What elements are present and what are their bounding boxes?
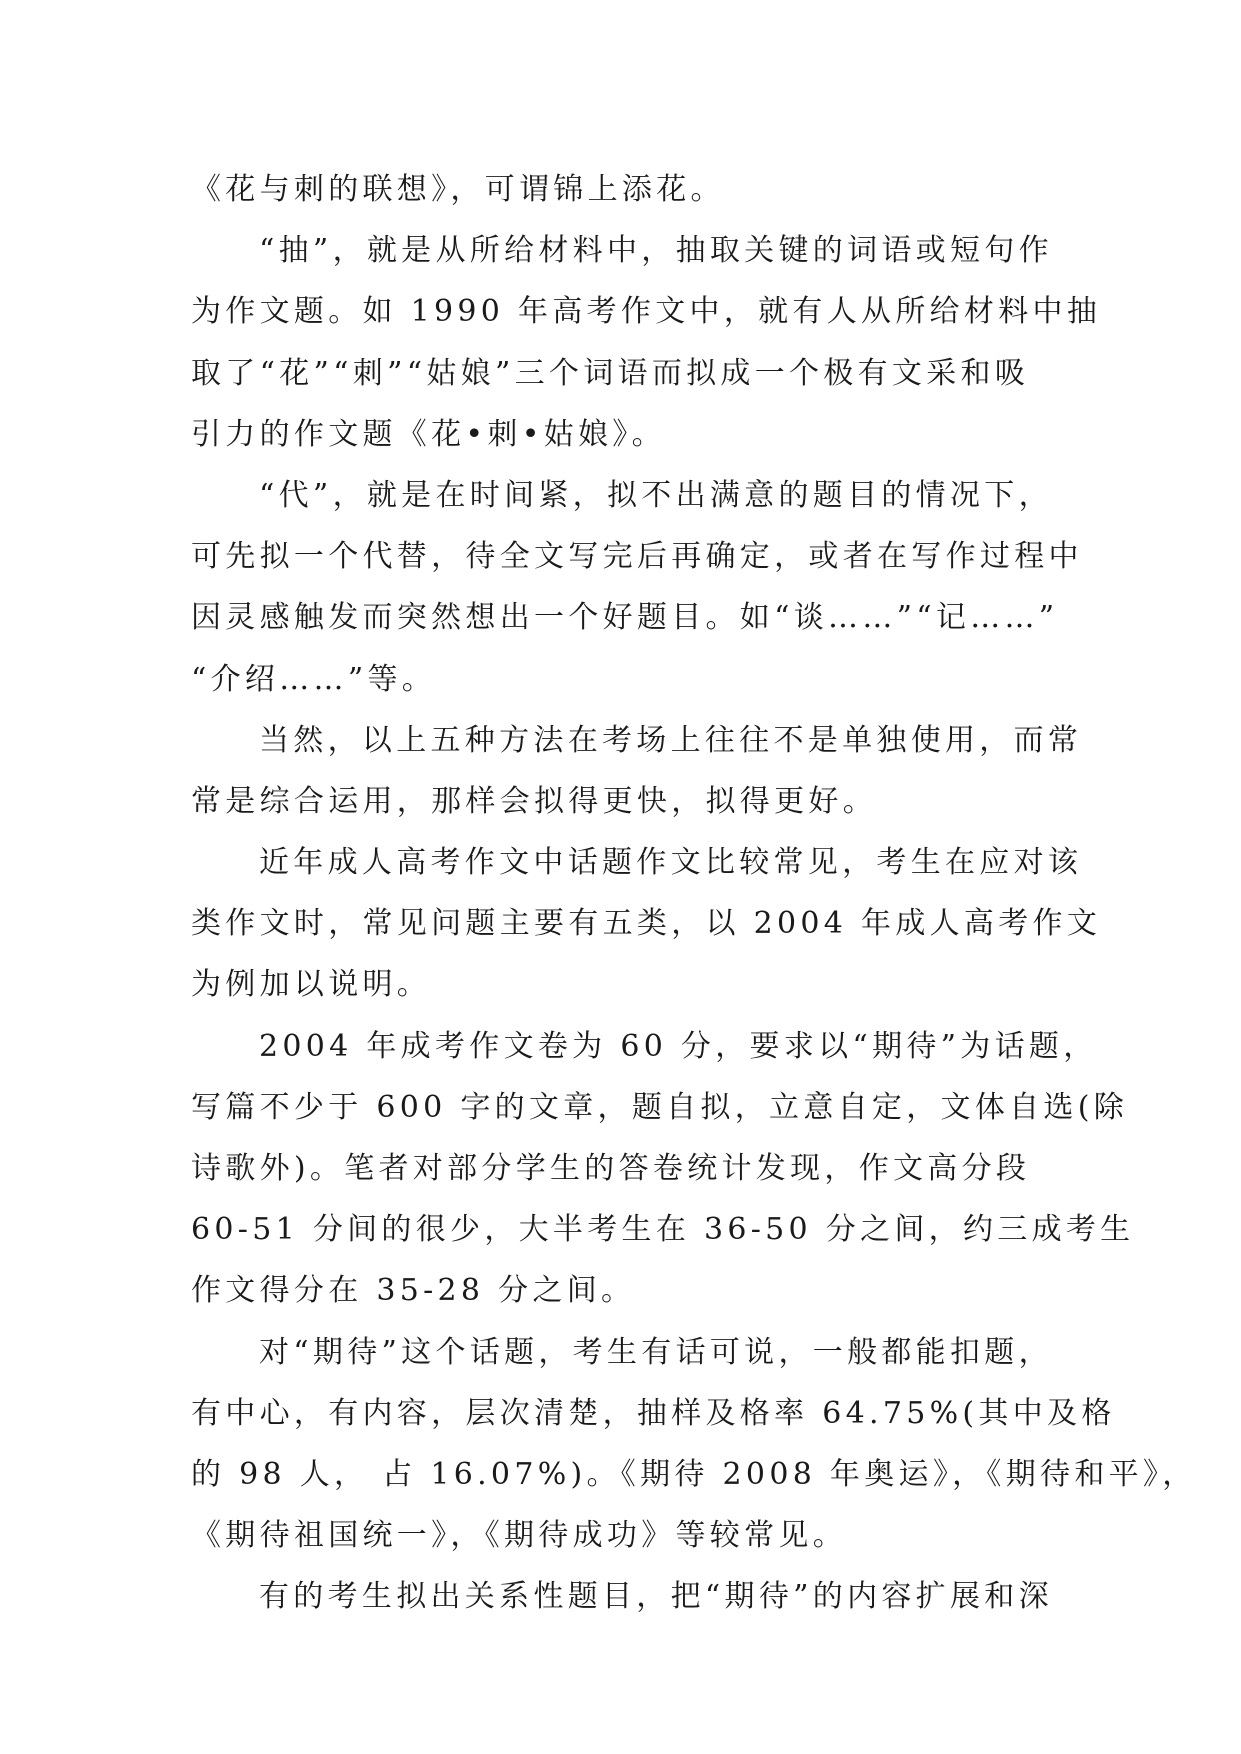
- text-line: 可先拟一个代替，待全文写完后再确定，或者在写作过程中: [191, 539, 1083, 575]
- text-line: 取了“花”“刺”“姑娘”三个词语而拟成一个极有文采和吸: [191, 355, 1030, 391]
- text-line: 作文得分在 35-28 分之间。: [191, 1273, 636, 1309]
- text-line: 《花与刺的联想》，可谓锦上添花。: [191, 172, 725, 207]
- document-body: [191, 159, 1197, 1628]
- text-line: 因灵感触发而突然想出一个好题目。如“谈……”“记……”: [191, 600, 1059, 636]
- text-line: 的 98 人， 占 16.07%)。《期待 2008 年奥运》，《期待和平》，: [191, 1456, 1197, 1492]
- text-line: 为作文题。如 1990 年高考作文中，就有人从所给材料中抽: [191, 294, 1102, 330]
- text-line: 60-51 分间的很少，大半考生在 36-50 分之间，约三成考生: [191, 1212, 1135, 1248]
- paragraph-first-line: “代”，就是在时间紧，拟不出满意的题目的情况下，: [259, 477, 1053, 513]
- paragraph-first-line: 近年成人高考作文中话题作文比较常见，考生在应对该: [259, 845, 1083, 881]
- text-line: 为例加以说明。: [191, 967, 432, 1003]
- text-line: 有中心，有内容，层次清楚，抽样及格率 64.75%(其中及格: [191, 1395, 1116, 1431]
- text-line: 诗歌外)。笔者对部分学生的答卷统计发现，作文高分段: [191, 1151, 1031, 1186]
- paragraph-first-line: 有的考生拟出关系性题目，把“期待”的内容扩展和深: [259, 1579, 1053, 1615]
- text-line: 引力的作文题《花•刺•姑娘》。: [191, 416, 666, 452]
- text-line: “介绍……”等。: [191, 661, 437, 697]
- paragraph-first-line: “抽”，就是从所给材料中，抽取关键的词语或短句作: [259, 233, 1053, 269]
- paragraph-first-line: 当然，以上五种方法在考场上往往不是单独使用，而常: [259, 722, 1083, 758]
- paragraph-first-line: 2004 年成考作文卷为 60 分，要求以“期待”为话题，: [259, 1028, 1098, 1064]
- text-line: 常是综合运用，那样会拟得更快，拟得更好。: [191, 783, 877, 819]
- text-line: 《期待祖国统一》，《期待成功》等较常见。: [191, 1518, 847, 1554]
- paragraph-first-line: 对“期待”这个话题，考生有话可说，一般都能扣题，: [259, 1334, 1053, 1370]
- text-line: 类作文时，常见问题主要有五类，以 2004 年成人高考作文: [191, 906, 1102, 942]
- text-line: 写篇不少于 600 字的文章，题自拟，立意自定，文体自选(除: [191, 1089, 1129, 1125]
